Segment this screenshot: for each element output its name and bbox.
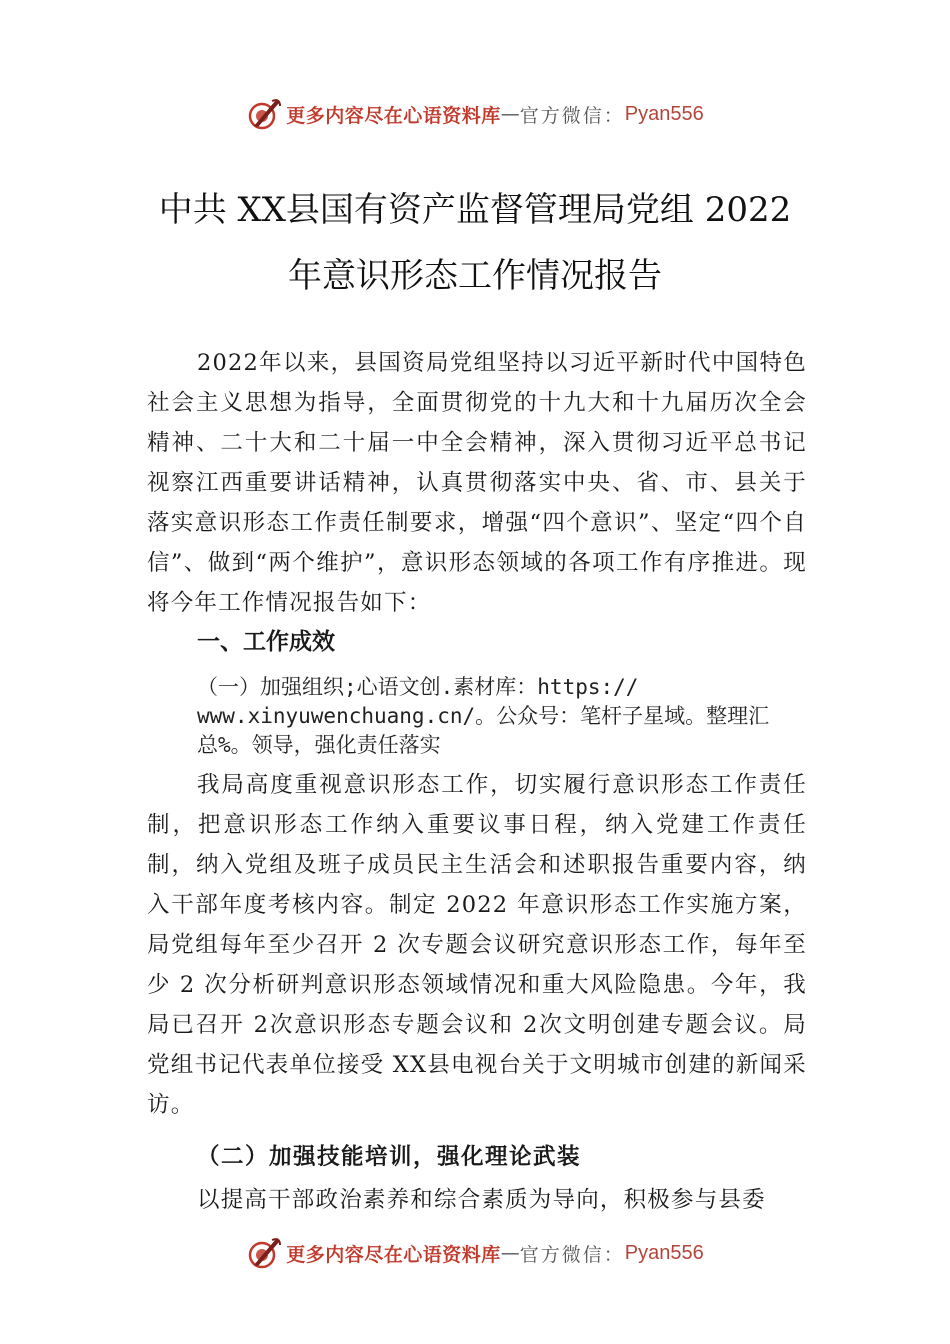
document-title-line2: 年意识形态工作情况报告	[288, 256, 662, 296]
subsection-2-heading: （二）加强技能培训，强化理论武装	[197, 1144, 582, 1170]
document-title-line1: 中共 XX县国有资产监督管理局党组 2022	[158, 190, 792, 230]
banner-wechat-label: 官方微信：	[519, 104, 625, 127]
banner-library-text: 更多内容尽在心语资料库	[286, 104, 501, 127]
header-watermark-banner	[0, 94, 950, 134]
banner-dash: —	[500, 1242, 520, 1264]
banner-library-text: 更多内容尽在心语资料库	[286, 1243, 501, 1266]
banner-wechat-id: Pyan556	[624, 102, 704, 125]
body-paragraph-2: 以提高干部政治素养和综合素质为导向，积极参与县委	[197, 1187, 766, 1213]
subsection-1-line2: www.xinyuwenchuang.cn/。公众号：笔杆子星域。整理汇	[197, 704, 770, 728]
subsection-1-line1: （一）加强组织;心语文创.素材库：https://	[197, 675, 639, 699]
banner-dash: —	[500, 103, 520, 125]
section-heading-achievements: 一、工作成效	[197, 629, 335, 655]
body-paragraph-1: 我局高度重视意识形态工作，切实履行意识形态工作责任制，把意识形态工作纳入重要议事日程，纳入党建工作责任制，纳入党组及班子成员民主生活会和述职报告重要内容，纳入干部年度考核内容。制定 2022 年意识形态工作实施方案，局党组每年至少召开 2 次专题会议研究意识形态工作，每年至少 2 次分析研判意识形态领域情况和重大风险隐患。今年，我局已召开 2次意识形态专题会议和 2次文明创建专题会议。局党组书记代表单位接受 XX县电视台关于文明城市创建的新闻采访。	[147, 772, 807, 1118]
intro-paragraph: 2022年以来，县国资局党组坚持以习近平新时代中国特色社会主义思想为指导，全面贯彻党的十九大和十九届历次全会精神、二十大和二十届一中全会精神，深入贯彻习近平总书记视察江西重要讲话精神，认真贯彻落实中央、省、市、县关于落实意识形态工作责任制要求，增强“四个意识”、坚定“四个自信”、做到“两个维护”，意识形态领域的各项工作有序推进。现将今年工作情况报告如下：	[147, 350, 807, 616]
subsection-1-line3: 总%。领导，强化责任落实	[197, 733, 441, 757]
quill-logo-icon	[246, 96, 282, 132]
banner-wechat-label: 官方微信：	[519, 1243, 625, 1266]
subsection-1-heading	[197, 673, 837, 760]
banner-wechat-id: Pyan556	[624, 1241, 704, 1264]
footer-watermark-banner	[0, 1233, 950, 1273]
quill-logo-icon	[246, 1235, 282, 1271]
